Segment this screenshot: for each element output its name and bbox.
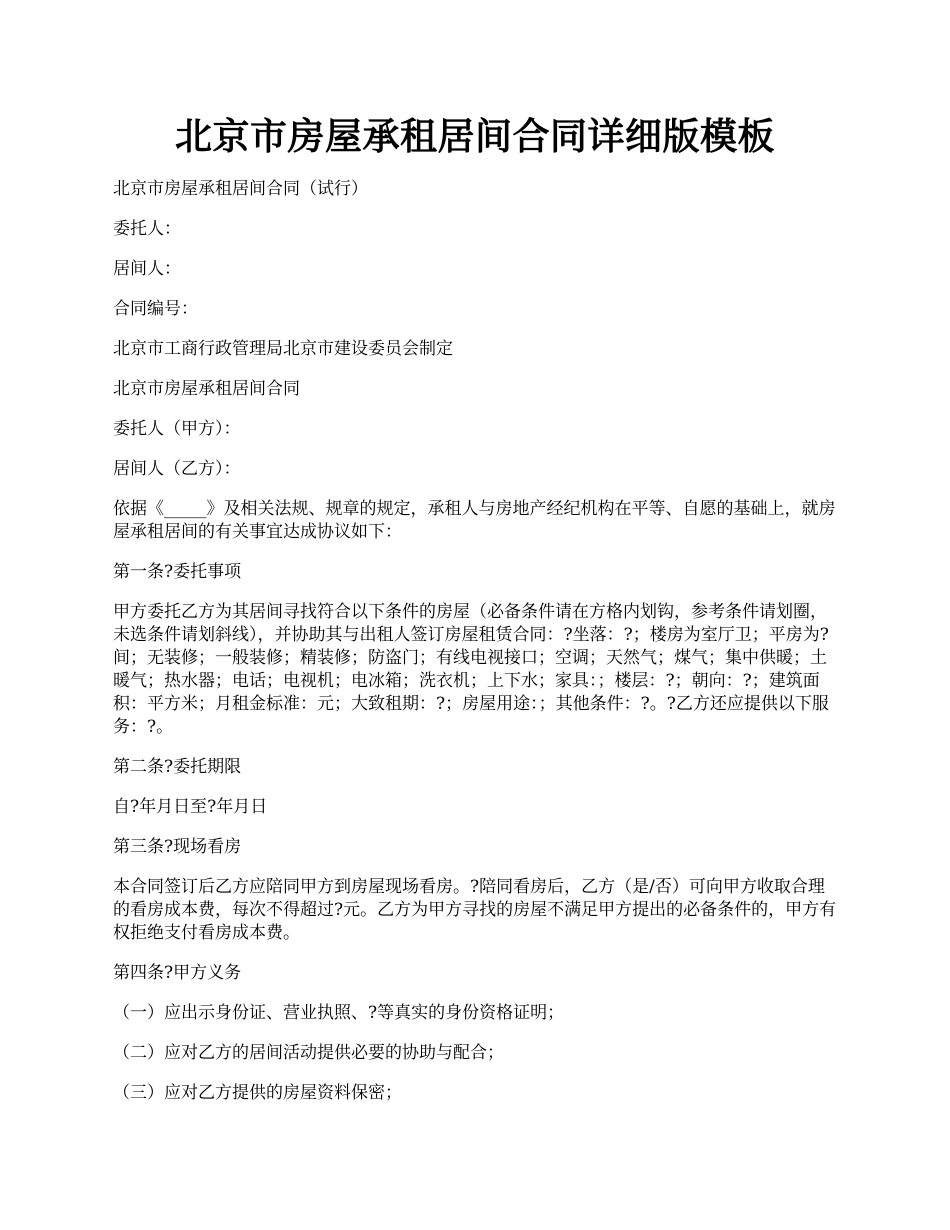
article-2-heading: 第二条?委托期限 bbox=[113, 757, 242, 777]
article-4-item-1: （一）应出示身份证、营业执照、?等真实的身份资格证明； bbox=[113, 1003, 565, 1023]
article-4-heading: 第四条?甲方义务 bbox=[113, 963, 242, 983]
article-3-heading: 第三条?现场看房 bbox=[113, 837, 242, 857]
paragraph-preamble: 依据《_____》及相关法规、规章的规定，承租人与房地产经纪机构在平等、自愿的基础上，就房屋承租居间的有关事宜达成协议如下： bbox=[113, 499, 836, 542]
article-2-body: 自?年月日至?年月日 bbox=[113, 797, 268, 817]
article-3-body: 本合同签订后乙方应陪同甲方到房屋现场看房。?陪同看房后，乙方（是/否）可向甲方收取合理的看房成本费，每次不得超过?元。乙方为甲方寻找的房屋不满足甲方提出的必备条件的，甲方有权拒绝支付看房成本费。 bbox=[113, 877, 837, 943]
paragraph-contract-name-trial: 北京市房屋承租居间合同（试行） bbox=[113, 179, 368, 199]
paragraph-party-a: 委托人（甲方）： bbox=[113, 419, 241, 439]
paragraph-intermediary: 居间人： bbox=[113, 259, 181, 279]
article-4-item-3: （三）应对乙方提供的房屋资料保密； bbox=[113, 1083, 402, 1103]
article-1-heading: 第一条?委托事项 bbox=[113, 562, 242, 582]
paragraph-contract-number: 合同编号： bbox=[113, 299, 198, 319]
paragraph-client: 委托人： bbox=[113, 219, 181, 239]
paragraph-party-b: 居间人（乙方）： bbox=[113, 459, 241, 479]
document-body bbox=[113, 178, 841, 1122]
document-title: 北京市房屋承租居间合同详细版模板 bbox=[175, 114, 775, 158]
paragraph-contract-name: 北京市房屋承租居间合同 bbox=[113, 379, 300, 399]
article-1-body: 甲方委托乙方为其居间寻找符合以下条件的房屋（必备条件请在方格内划钩，参考条件请划圈，未选条件请划斜线），并协助其与出租人签订房屋租赁合同：?坐落：?；楼房为室厅卫；平房为?间；无装修；一般装修；精装修；防盗门；有线电视接口；空调；天然气；煤气；集中供暖；土暖气；热水器；电话；电视机；电冰箱；洗衣机；上下水；家具：；楼层：?；朝向：?；建筑面积：平方米；月租金标准：元；大致租期：?；房屋用途：；其他条件：?。?乙方还应提供以下服务：?。 bbox=[113, 602, 829, 737]
article-4-item-2: （二）应对乙方的居间活动提供必要的协助与配合； bbox=[113, 1043, 504, 1063]
paragraph-issuing-authority: 北京市工商行政管理局北京市建设委员会制定 bbox=[113, 339, 453, 359]
